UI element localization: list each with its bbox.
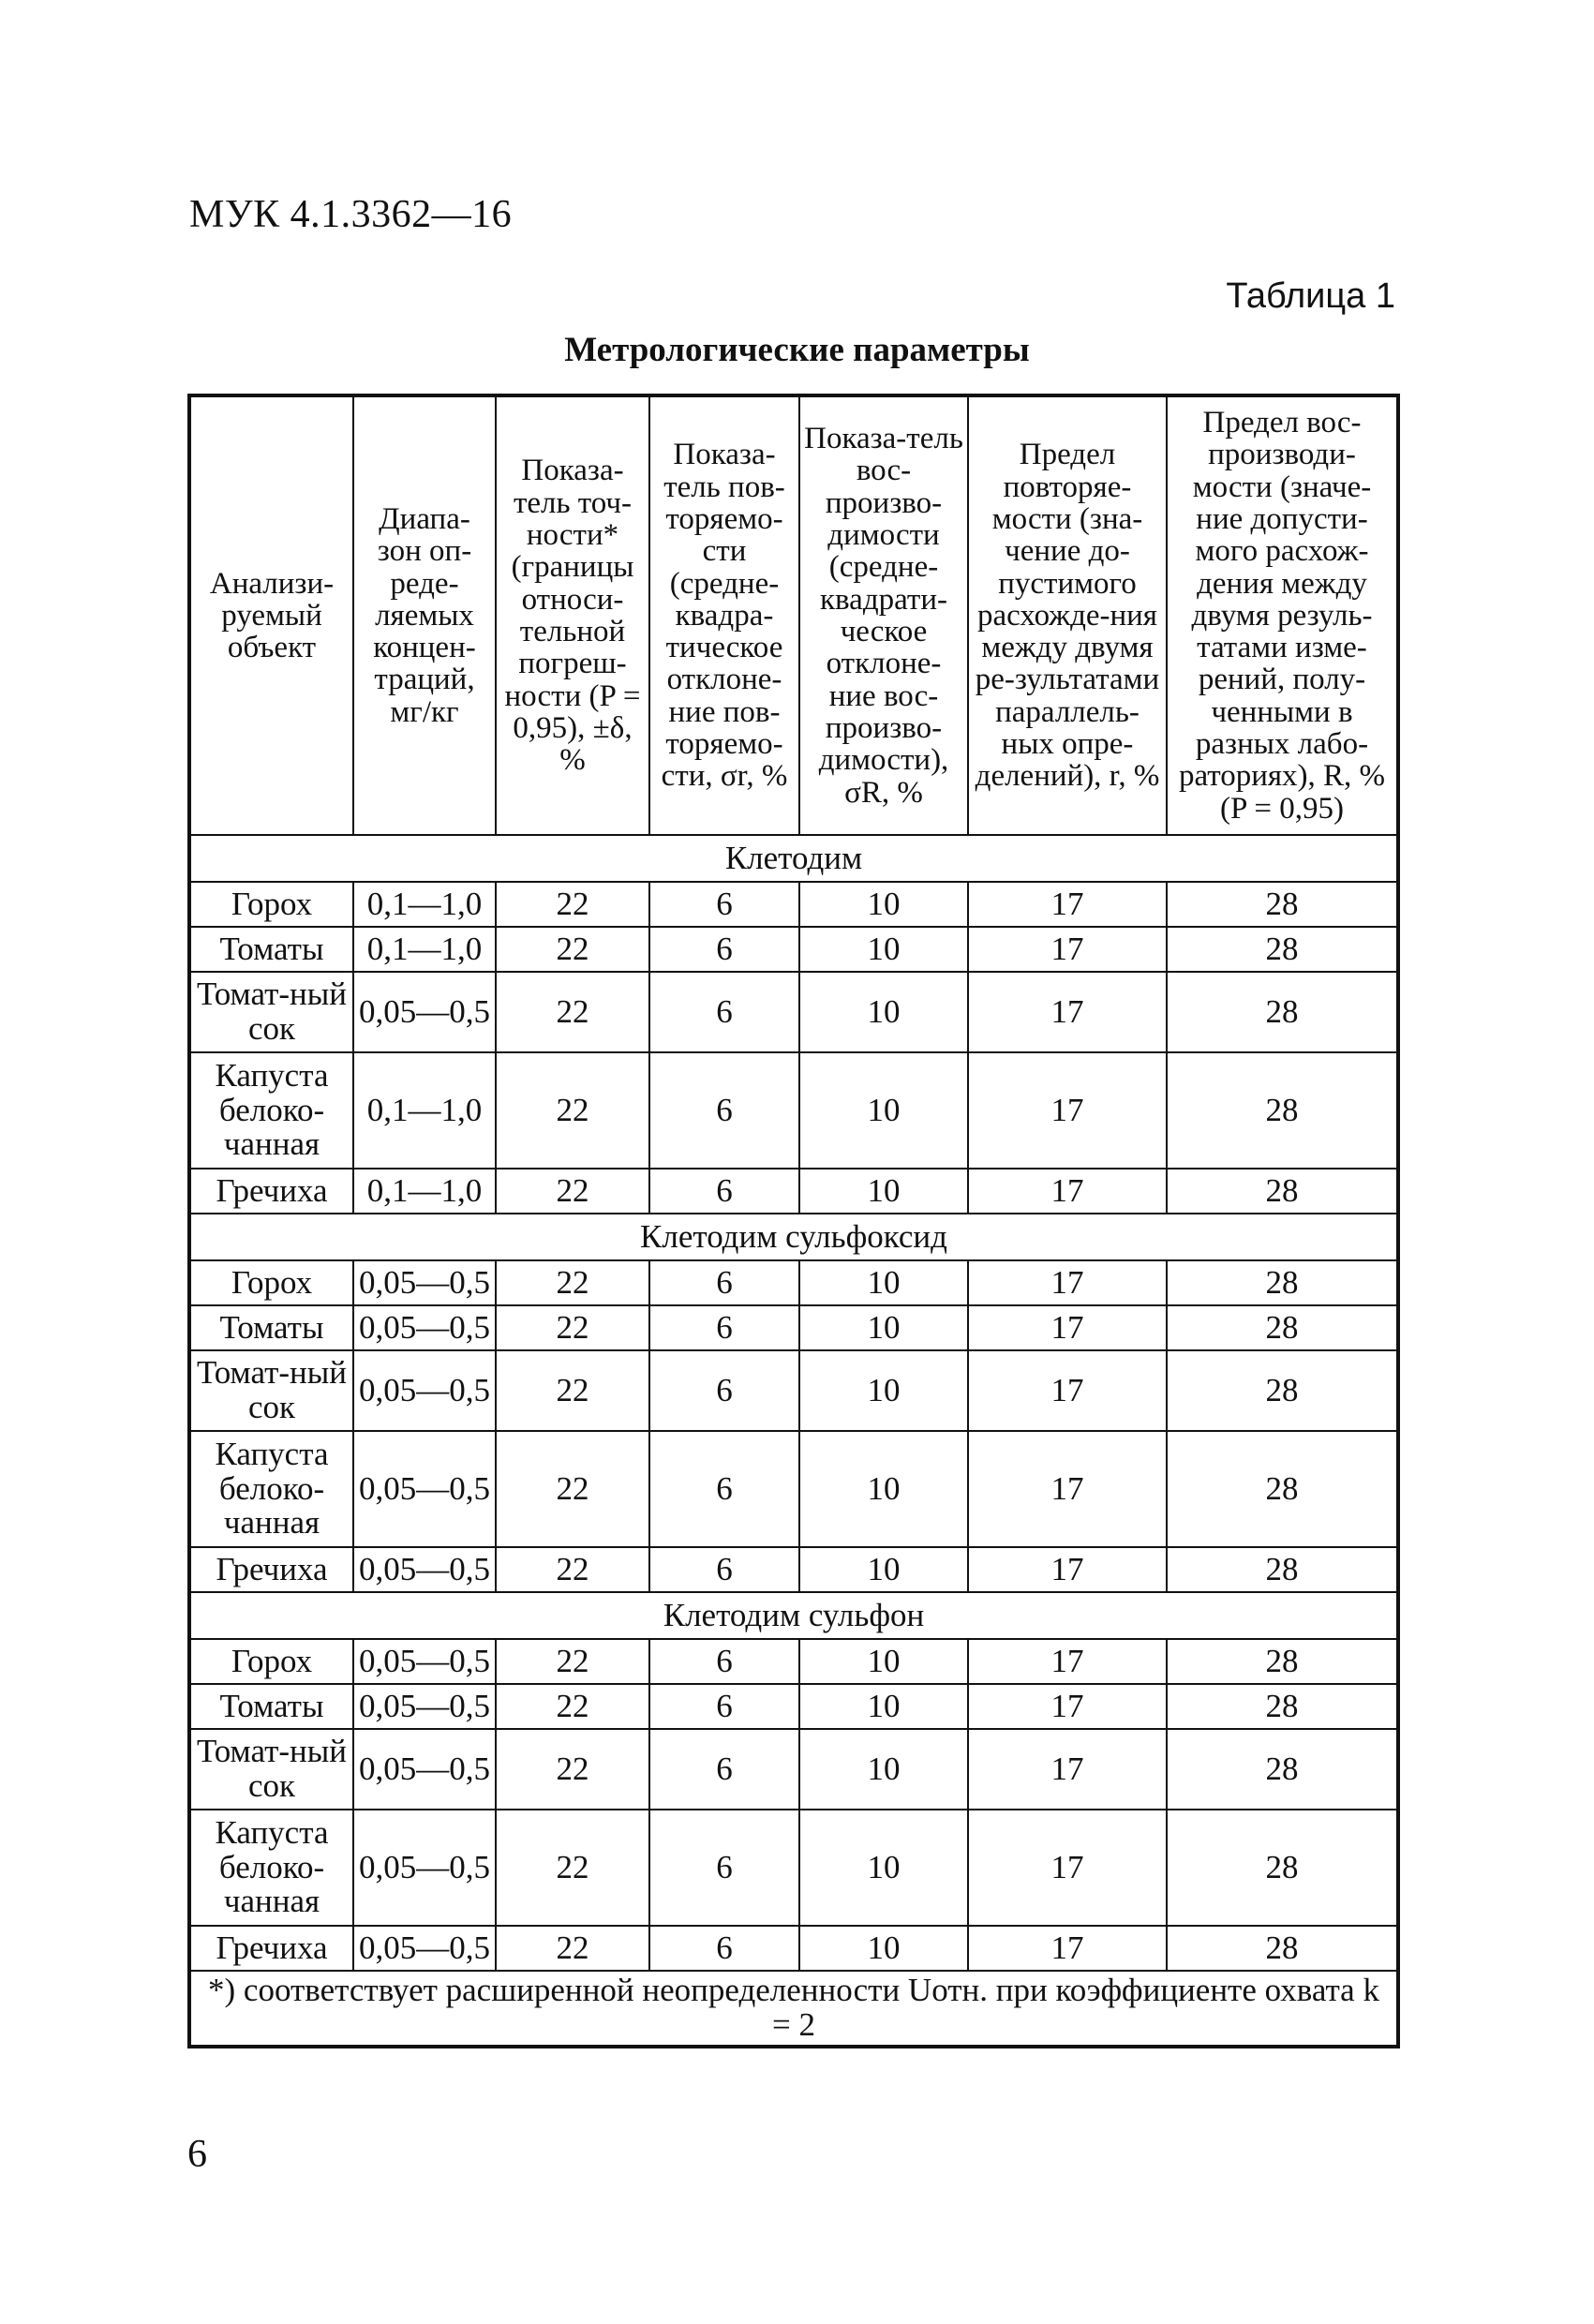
cell-object: Томаты (189, 1305, 353, 1350)
cell-reproducibility: 10 (799, 1350, 968, 1431)
table-row (189, 1810, 1398, 1926)
cell-reproducibility: 10 (799, 1684, 968, 1729)
cell-object: Томат-ный сок (189, 972, 353, 1052)
group-row (189, 835, 1398, 882)
cell-accuracy: 22 (496, 1684, 649, 1729)
cell-reproducibility: 10 (799, 882, 968, 927)
cell-range: 0,05—0,5 (353, 1684, 496, 1729)
cell-range: 0,05—0,5 (353, 1350, 496, 1431)
cell-object: Капуста белоко-чанная (189, 1810, 353, 1926)
cell-range: 0,1—1,0 (353, 927, 496, 972)
cell-reproducibility-limit: 28 (1167, 1547, 1398, 1592)
cell-repeatability: 6 (649, 882, 799, 927)
header-repeatability: Показа-тель пов-торяемо-сти (средне-квадра-тическое отклоне-ние пов-торяемо-сти, σr, % (649, 395, 799, 835)
header-reproducibility-limit: Предел вос-производи-мости (значе-ние допусти-мого расхож-дения между двумя резуль-татами изме-рений, полу-ченными в разных лабо-раториях), R, % (P = 0,95) (1167, 395, 1398, 835)
cell-reproducibility-limit: 28 (1167, 1684, 1398, 1729)
cell-accuracy: 22 (496, 1810, 649, 1926)
cell-reproducibility: 10 (799, 1169, 968, 1214)
table-row (189, 1260, 1398, 1305)
cell-accuracy: 22 (496, 1305, 649, 1350)
cell-object: Гречиха (189, 1926, 353, 1971)
metrological-parameters-table (187, 394, 1400, 2048)
cell-repeatability: 6 (649, 1547, 799, 1592)
page-number: 6 (187, 2133, 207, 2176)
cell-range: 0,05—0,5 (353, 1810, 496, 1926)
cell-repeatability: 6 (649, 1305, 799, 1350)
table-row (189, 927, 1398, 972)
cell-repeatability-limit: 17 (968, 1639, 1167, 1684)
cell-reproducibility-limit: 28 (1167, 1729, 1398, 1810)
cell-object: Капуста белоко-чанная (189, 1052, 353, 1169)
cell-reproducibility: 10 (799, 1926, 968, 1971)
cell-reproducibility: 10 (799, 1810, 968, 1926)
cell-reproducibility-limit: 28 (1167, 1926, 1398, 1971)
cell-range: 0,05—0,5 (353, 1305, 496, 1350)
cell-repeatability: 6 (649, 1684, 799, 1729)
cell-object: Томаты (189, 1684, 353, 1729)
cell-repeatability: 6 (649, 1052, 799, 1169)
cell-repeatability-limit: 17 (968, 1810, 1167, 1926)
cell-repeatability: 6 (649, 972, 799, 1052)
cell-repeatability-limit: 17 (968, 1260, 1167, 1305)
cell-reproducibility: 10 (799, 1431, 968, 1547)
table-row (189, 1547, 1398, 1592)
cell-reproducibility: 10 (799, 1052, 968, 1169)
cell-reproducibility-limit: 28 (1167, 1810, 1398, 1926)
cell-reproducibility-limit: 28 (1167, 927, 1398, 972)
header-repeatability-limit: Предел повторяе-мости (зна-чение до-пустимого расхожде-ния между двумя ре-зультатами параллель-ных опре-делений), r, % (968, 395, 1167, 835)
cell-repeatability: 6 (649, 1926, 799, 1971)
cell-accuracy: 22 (496, 1926, 649, 1971)
document-code: МУК 4.1.3362—16 (189, 193, 513, 236)
cell-range: 0,05—0,5 (353, 1926, 496, 1971)
cell-range: 0,05—0,5 (353, 1431, 496, 1547)
cell-object: Гречиха (189, 1547, 353, 1592)
group-row (189, 1214, 1398, 1260)
cell-repeatability-limit: 17 (968, 1305, 1167, 1350)
cell-repeatability-limit: 17 (968, 1169, 1167, 1214)
cell-reproducibility: 10 (799, 927, 968, 972)
table-title: Метрологические параметры (564, 331, 1030, 369)
cell-accuracy: 22 (496, 927, 649, 972)
cell-accuracy: 22 (496, 1547, 649, 1592)
cell-range: 0,05—0,5 (353, 1260, 496, 1305)
cell-repeatability: 6 (649, 1729, 799, 1810)
table-row (189, 972, 1398, 1052)
cell-object: Томат-ный сок (189, 1350, 353, 1431)
cell-reproducibility-limit: 28 (1167, 972, 1398, 1052)
cell-reproducibility: 10 (799, 1305, 968, 1350)
cell-object: Томат-ный сок (189, 1729, 353, 1810)
cell-repeatability: 6 (649, 1169, 799, 1214)
cell-repeatability-limit: 17 (968, 1052, 1167, 1169)
cell-repeatability-limit: 17 (968, 1729, 1167, 1810)
cell-object: Капуста белоко-чанная (189, 1431, 353, 1547)
cell-accuracy: 22 (496, 1729, 649, 1810)
cell-object: Горох (189, 1639, 353, 1684)
cell-repeatability-limit: 17 (968, 882, 1167, 927)
cell-range: 0,1—1,0 (353, 1169, 496, 1214)
cell-reproducibility: 10 (799, 1639, 968, 1684)
cell-repeatability: 6 (649, 927, 799, 972)
cell-range: 0,05—0,5 (353, 1547, 496, 1592)
cell-accuracy: 22 (496, 1431, 649, 1547)
cell-object: Горох (189, 1260, 353, 1305)
header-object: Анализи-руемый объект (189, 395, 353, 835)
cell-reproducibility-limit: 28 (1167, 1260, 1398, 1305)
cell-accuracy: 22 (496, 882, 649, 927)
cell-range: 0,1—1,0 (353, 1052, 496, 1169)
header-reproducibility: Показа-тель вос-произво-димости (средне-квадрати-ческое отклоне-ние вос-произво-димости), σR, % (799, 395, 968, 835)
cell-reproducibility-limit: 28 (1167, 1639, 1398, 1684)
table-row (189, 1052, 1398, 1169)
cell-object: Томаты (189, 927, 353, 972)
table-row (189, 882, 1398, 927)
table-row (189, 1431, 1398, 1547)
cell-repeatability: 6 (649, 1431, 799, 1547)
cell-accuracy: 22 (496, 972, 649, 1052)
table-body (189, 835, 1398, 1971)
group-title: Клетодим (189, 835, 1398, 882)
cell-range: 0,05—0,5 (353, 1729, 496, 1810)
header-range: Диапа-зон оп-реде-ляемых концен-траций, мг/кг (353, 395, 496, 835)
table-row (189, 1639, 1398, 1684)
cell-reproducibility-limit: 28 (1167, 1431, 1398, 1547)
cell-accuracy: 22 (496, 1260, 649, 1305)
cell-accuracy: 22 (496, 1169, 649, 1214)
table-row (189, 1684, 1398, 1729)
group-title: Клетодим сульфон (189, 1592, 1398, 1639)
cell-object: Горох (189, 882, 353, 927)
cell-repeatability-limit: 17 (968, 1431, 1167, 1547)
cell-object: Гречиха (189, 1169, 353, 1214)
table-row (189, 1305, 1398, 1350)
header-accuracy: Показа-тель точ-ности* (границы относи-тельной погреш-ности (P = 0,95), ±δ, % (496, 395, 649, 835)
cell-repeatability: 6 (649, 1810, 799, 1926)
cell-repeatability: 6 (649, 1350, 799, 1431)
cell-accuracy: 22 (496, 1639, 649, 1684)
cell-range: 0,1—1,0 (353, 882, 496, 927)
table-footnote: *) соответствует расширенной неопределенности Uотн. при коэффициенте охвата k = 2 (189, 1971, 1398, 2047)
cell-repeatability-limit: 17 (968, 927, 1167, 972)
cell-range: 0,05—0,5 (353, 1639, 496, 1684)
cell-reproducibility-limit: 28 (1167, 1305, 1398, 1350)
cell-reproducibility: 10 (799, 1260, 968, 1305)
cell-repeatability-limit: 17 (968, 1684, 1167, 1729)
cell-repeatability-limit: 17 (968, 1547, 1167, 1592)
cell-repeatability-limit: 17 (968, 1350, 1167, 1431)
cell-reproducibility: 10 (799, 972, 968, 1052)
table-row (189, 1350, 1398, 1431)
table-header (189, 395, 1398, 835)
cell-reproducibility-limit: 28 (1167, 1350, 1398, 1431)
group-row (189, 1592, 1398, 1639)
table-row (189, 1926, 1398, 1971)
cell-repeatability-limit: 17 (968, 972, 1167, 1052)
table-number: Таблица 1 (1226, 276, 1395, 316)
group-title: Клетодим сульфоксид (189, 1214, 1398, 1260)
cell-repeatability: 6 (649, 1639, 799, 1684)
cell-accuracy: 22 (496, 1350, 649, 1431)
cell-range: 0,05—0,5 (353, 972, 496, 1052)
cell-reproducibility: 10 (799, 1729, 968, 1810)
cell-reproducibility-limit: 28 (1167, 1169, 1398, 1214)
cell-repeatability-limit: 17 (968, 1926, 1167, 1971)
cell-reproducibility-limit: 28 (1167, 882, 1398, 927)
cell-reproducibility: 10 (799, 1547, 968, 1592)
cell-reproducibility-limit: 28 (1167, 1052, 1398, 1169)
cell-accuracy: 22 (496, 1052, 649, 1169)
table-row (189, 1169, 1398, 1214)
cell-repeatability: 6 (649, 1260, 799, 1305)
table-row (189, 1729, 1398, 1810)
